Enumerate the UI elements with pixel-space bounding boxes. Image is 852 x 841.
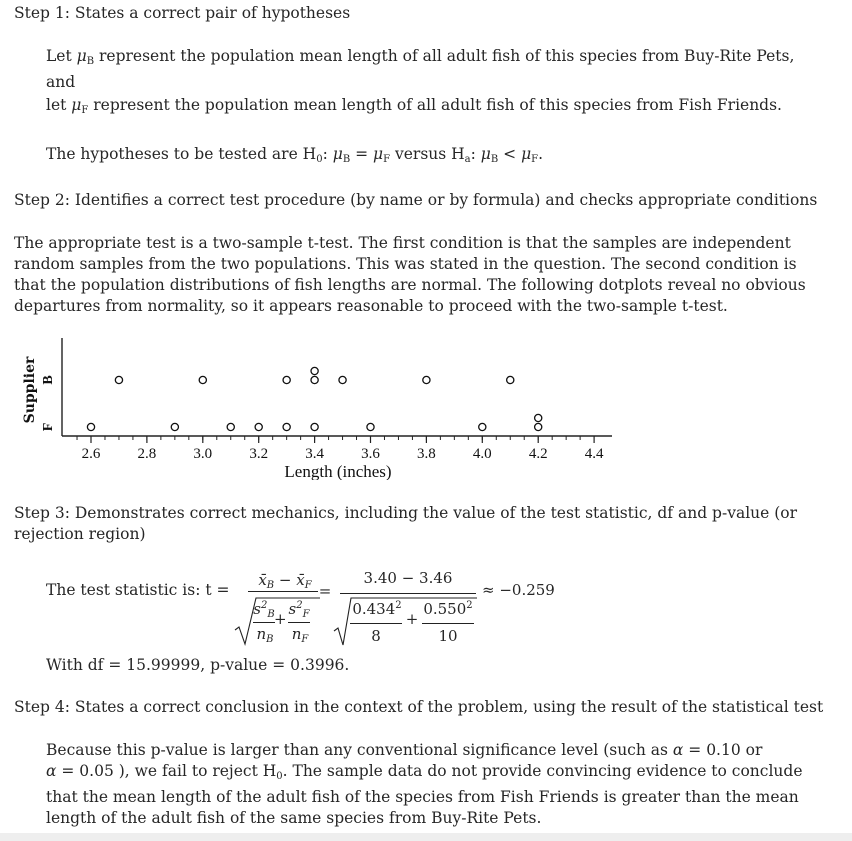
sub-f: F [304, 580, 312, 591]
test-statistic-label: The test statistic is: t = [46, 581, 230, 599]
sub-b: B [267, 609, 275, 620]
paragraph-line: length of the adult fish of the same species from Buy-Rite Pets. [46, 809, 542, 827]
mu-sub-f: F [531, 154, 539, 165]
x-tick-label: 3.2 [249, 446, 269, 462]
alpha-symbol: α [672, 741, 684, 759]
let-mu-b-text: represent the population mean length of all adult fish of this species from Buy-Rite Pets, [94, 47, 795, 65]
mu-sub-f: F [383, 154, 391, 165]
x-tick-label: 3.4 [305, 446, 324, 462]
paragraph-line: that the mean length of the adult fish of the species from Fish Friends is greater than the mean [46, 788, 799, 806]
dot-f [255, 423, 262, 430]
alpha-value: = 0.10 or [683, 741, 763, 759]
bottom-fade-bar [0, 833, 852, 841]
paragraph-line [46, 740, 836, 761]
numeric-numerator: 3.40 − 3.46 [363, 569, 453, 587]
colon: : [470, 145, 481, 163]
alpha-value: = 0.05 ), we fail to reject H [56, 762, 277, 780]
mu-sub-f: F [81, 105, 89, 116]
sample-size-b [253, 625, 277, 645]
colon: : [322, 145, 333, 163]
less-than-sign: < [498, 145, 522, 163]
variance-f [288, 600, 310, 620]
fraction-bar [422, 623, 474, 624]
df-pvalue-line: With df = 15.99999, p-value = 0.3996. [46, 656, 350, 674]
dot-b [423, 376, 430, 383]
sub-f: F [301, 634, 309, 645]
category-label-f: F [41, 422, 56, 432]
n-symbol: n [256, 625, 267, 643]
x-tick-label: 3.0 [193, 446, 213, 462]
paragraph-line: departures from normality, so it appears reasonable to proceed with the two-sample t-test. [14, 297, 728, 315]
sample-size-f-value: 10 [438, 627, 458, 645]
dot-f [535, 414, 542, 421]
dot-b [311, 376, 318, 383]
hypotheses-text: The hypotheses to be tested are H [46, 145, 317, 163]
versus-text: versus H [390, 145, 465, 163]
paragraph-line [46, 761, 836, 787]
let-text: Let [46, 47, 77, 65]
dot-f [87, 423, 94, 430]
x-tick-label: 4.2 [528, 446, 548, 462]
let-mu-f-line [46, 95, 782, 121]
x-axis-label: Length (inches) [284, 462, 392, 480]
sample-size-b-value: 8 [371, 627, 381, 645]
minus-sign: − [274, 571, 297, 589]
heading-line: Step 3: Demonstrates correct mechanics, including the value of the test statistic, df and p-value (or [14, 504, 798, 522]
mu-symbol: μ [76, 47, 87, 65]
squared: 2 [260, 600, 268, 611]
x-tick-label: 4.4 [584, 446, 604, 462]
squared: 2 [466, 600, 473, 611]
sd-f-value: 0.550 [423, 600, 467, 618]
mu-sub-b: B [490, 154, 499, 165]
sub-f: F [302, 609, 310, 620]
test-statistic-value: ≈ −0.259 [482, 581, 555, 599]
s-symbol: s [253, 600, 261, 618]
and-text: and [46, 73, 76, 91]
x-tick-label: 3.8 [417, 446, 436, 462]
step2-paragraph [14, 233, 819, 317]
let-mu-b-line [46, 46, 794, 72]
mu-symbol: μ [71, 96, 82, 114]
plus-sign: + [405, 610, 419, 628]
fraction-bar [253, 622, 275, 623]
x-tick-label: 2.6 [81, 446, 101, 462]
let-text: let [46, 96, 72, 114]
equals-sign: = [318, 582, 332, 600]
sd-b-value: 0.434 [352, 600, 396, 618]
mu-symbol: μ [332, 145, 343, 163]
x-tick-label: 3.6 [361, 446, 380, 462]
h0-sub: 0 [316, 154, 323, 165]
dot-f [367, 423, 374, 430]
fraction-bar [350, 623, 402, 624]
dot-b [339, 376, 346, 383]
squared: 2 [395, 600, 402, 611]
step2-heading: Step 2: Identifies a correct test procedure (by name or by formula) and checks appropriate conditions [14, 191, 818, 209]
fraction-bar [288, 622, 310, 623]
symbolic-numerator [252, 571, 318, 591]
dotplot-chart [0, 330, 852, 480]
dot-f [227, 423, 234, 430]
mu-symbol: μ [521, 145, 532, 163]
mu-symbol: μ [480, 145, 491, 163]
hypotheses-line [46, 144, 543, 170]
dot-b [115, 376, 122, 383]
variance-b [253, 600, 275, 620]
sub-b: B [266, 634, 274, 645]
mu-sub-b: B [86, 56, 95, 67]
dot-b [283, 376, 290, 383]
n-symbol: n [291, 625, 302, 643]
dot-f [283, 423, 290, 430]
alpha-symbol: α [46, 762, 57, 780]
dot-f [171, 423, 178, 430]
conclusion-text: Because this p-value is larger than any conventional significance level (such as [46, 741, 673, 759]
heading-line: rejection region) [14, 525, 146, 543]
paragraph-line: that the population distributions of fish lengths are normal. The following dotplots reveal no obvious [14, 276, 806, 294]
conclusion-paragraph [46, 740, 836, 829]
y-axis-label: Supplier [22, 356, 38, 424]
ha-sub: a [464, 154, 471, 165]
h0-sub: 0 [276, 771, 283, 782]
mu-symbol: μ [373, 145, 384, 163]
step1-heading: Step 1: States a correct pair of hypotheses [14, 4, 351, 22]
sub-b: B [266, 580, 275, 591]
dot-f [311, 423, 318, 430]
squared: 2 [296, 600, 303, 611]
paragraph-line: The appropriate test is a two-sample t-test. The first condition is that the samples are independent [14, 234, 791, 252]
sample-size-f [288, 625, 312, 645]
dot-f [535, 423, 542, 430]
dot-b [507, 376, 514, 383]
dot-b [311, 367, 318, 374]
let-mu-f-text: represent the population mean length of all adult fish of this species from Fish Friends. [88, 96, 782, 114]
conclusion-text: . The sample data do not provide convincing evidence to conclude [282, 762, 803, 780]
paragraph-line: random samples from the two populations. This was stated in the question. The second condition is [14, 255, 797, 273]
category-label-b: B [41, 375, 56, 385]
variance-b-value [349, 600, 405, 618]
mu-sub-b: B [342, 154, 351, 165]
variance-f-value [420, 600, 476, 618]
step4-heading: Step 4: States a correct conclusion in the context of the problem, using the result of the statistical test [14, 698, 824, 716]
plus-sign: + [274, 610, 287, 628]
period: . [538, 145, 544, 163]
fraction-bar [248, 591, 318, 592]
equals-sign: = [350, 145, 374, 163]
x-tick-label: 4.0 [472, 446, 492, 462]
xbar-symbol: x̄ [296, 571, 305, 589]
xbar-symbol: x̄ [258, 571, 267, 589]
dot-b [199, 376, 206, 383]
step3-heading [14, 503, 819, 545]
dot-f [479, 423, 486, 430]
x-tick-label: 2.8 [137, 446, 157, 462]
s-symbol: s [288, 600, 297, 618]
